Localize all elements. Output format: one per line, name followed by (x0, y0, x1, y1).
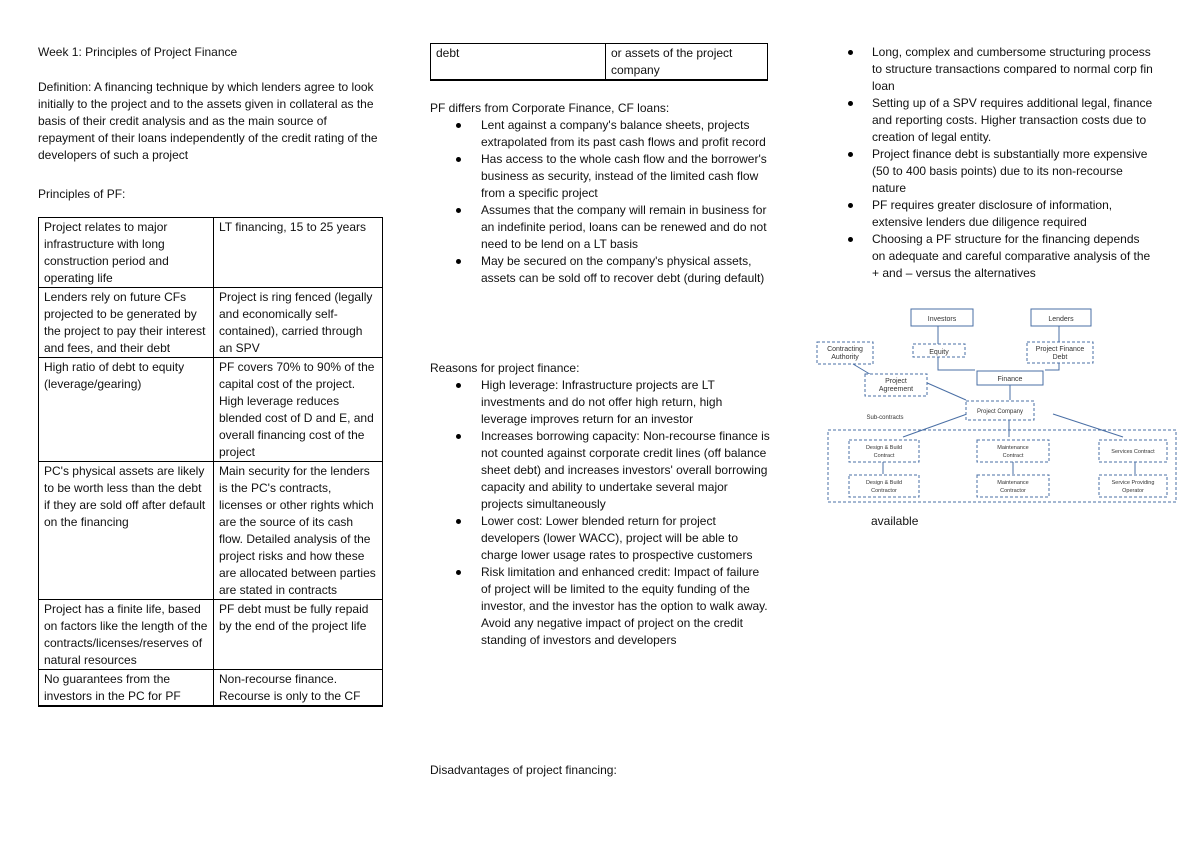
list-item: Assumes that the company will remain in business for an indefinite period, loans can be renewed and do not need to be lend on a LT basis (430, 202, 770, 253)
list-item: Setting up of a SPV requires additional legal, finance and reporting costs. Higher transaction costs due to creation of legal entity. (843, 95, 1153, 146)
table-cell: No guarantees from the investors in the PC for PF (39, 670, 214, 707)
table-cell: PF debt must be fully repaid by the end of the project life (214, 600, 383, 670)
connector-line (925, 382, 966, 400)
design-build-contractor-label: Contractor (871, 488, 897, 494)
disadvantages-list (843, 44, 1153, 282)
list-item: PF requires greater disclosure of information, extensive lenders due diligence required (843, 197, 1153, 231)
list-item: Lower cost: Lower blended return for project developers (lower WACC), project will be able to charge lower usage rates to prospective customers (430, 513, 770, 564)
table-row (39, 288, 383, 358)
contracting-authority-label: Authority (831, 354, 859, 361)
pf-debt-label: Debt (1052, 354, 1068, 361)
table-cell: High ratio of debt to equity (leverage/gearing) (39, 358, 214, 462)
list-item: Increases borrowing capacity: Non-recourse finance is not counted against corporate credit lines (off balance sheet debt) and increases investors' overall borrowing capacity and ability to undertake several major projects simultaneously (430, 428, 770, 513)
table-row (39, 218, 383, 288)
table-cell: LT financing, 15 to 25 years (214, 218, 383, 288)
list-item: Project finance debt is substantially more expensive (50 to 400 basis points) due to its non-recourse nature (843, 146, 1153, 197)
project-agreement-label: Project (885, 378, 907, 385)
table-cell: Project relates to major infrastructure with long construction period and operating life (39, 218, 214, 288)
project-agreement-label: Agreement (878, 386, 914, 393)
principles-table (38, 217, 383, 707)
table-cell: or assets of the project company (606, 44, 768, 81)
services-contract-label: Services Contract (1111, 449, 1155, 455)
reasons-heading: Reasons for project finance: (430, 361, 580, 375)
list-item: Long, complex and cumbersome structuring process to structure transactions compared to normal corp fin loan (843, 44, 1153, 95)
contracting-authority-label: Contracting (827, 346, 863, 353)
cf-list (430, 117, 770, 287)
sub-contracts-label: Sub-contracts (866, 415, 904, 421)
list-item: Has access to the whole cash flow and the borrower's business as security, instead of the limited cash flow from a specific project (430, 151, 770, 202)
reasons-list (430, 377, 770, 649)
finance-label: Finance (997, 376, 1023, 383)
investors-label: Investors (927, 316, 957, 323)
equity-label: Equity (929, 349, 949, 356)
table-cell: Lenders rely on future CFs projected to be generated by the project to pay their interest and fees, and their debt (39, 288, 214, 358)
connector-line (1053, 414, 1123, 437)
connector-line (903, 414, 967, 437)
list-item: May be secured on the company's physical assets, assets can be sold off to recover debt (during default) (430, 253, 770, 287)
table-cell: PF covers 70% to 90% of the capital cost of the project. High leverage reduces blended cost of D and E, and overall financing cost of the project (214, 358, 383, 462)
table-row (39, 358, 383, 462)
design-build-contract-label: Contract (873, 453, 895, 459)
table-row (39, 462, 383, 600)
service-provider-label: Service Providing (1111, 480, 1155, 486)
table-cell: Non-recourse finance. Recourse is only to the CF (214, 670, 383, 707)
table-row (39, 600, 383, 670)
maintenance-contractor-label: Maintenance (997, 480, 1029, 486)
table-cell: Project is ring fenced (legally and economically self-contained), carried through an SPV (214, 288, 383, 358)
cf-heading: PF differs from Corporate Finance, CF loans: (430, 101, 670, 115)
design-build-contract-label: Design & Build (865, 445, 903, 451)
principles-table-continued (430, 43, 768, 81)
table-cell: debt (431, 44, 606, 81)
service-provider-label: Operator (1122, 488, 1144, 494)
list-item: High leverage: Infrastructure projects are LT investments and do not offer high return, high leverage improves return for an investor (430, 377, 770, 428)
table-cell: Main security for the lenders is the PC's contracts, licenses or other rights which are the source of its cash flow. Detailed analysis of the project risks and how these are allocated between parties are stated in contracts (214, 462, 383, 600)
page-title: Week 1: Principles of Project Finance (38, 45, 238, 59)
table-row (431, 44, 768, 81)
project-finance-structure-diagram (803, 294, 1183, 506)
list-item: Risk limitation and enhanced credit: Impact of failure of project will be limited to the equity funding of the investor, and the investor has the option to walk away. Avoid any negative impact of project on the credit standing of investors and developers (430, 564, 770, 649)
table-cell: Project has a finite life, based on factors like the length of the contracts/licenses/reserves of natural resources (39, 600, 214, 670)
table-row (39, 670, 383, 707)
list-item: Lent against a company's balance sheets, projects extrapolated from its past cash flows and profit record (430, 117, 770, 151)
project-company-label: Project Company (976, 409, 1024, 415)
principles-heading: Principles of PF: (38, 187, 126, 201)
connector-line (1045, 363, 1059, 370)
pf-debt-label: Project Finance (1035, 346, 1085, 353)
maintenance-contract-label: Maintenance (997, 445, 1029, 451)
maintenance-contract-label: Contract (1002, 453, 1024, 459)
design-build-contractor-label: Design & Build (865, 480, 903, 486)
disadvantages-heading: Disadvantages of project financing: (430, 763, 617, 777)
trailing-text: available (871, 514, 919, 528)
table-cell: PC's physical assets are likely to be worth less than the debt if they are sold off after default on the financing (39, 462, 214, 600)
connector-line (938, 357, 975, 370)
definition-paragraph: Definition: A financing technique by which lenders agree to look initially to the project and to the assets given in collateral as the basis of their credit analysis and as the main source of repayment of their loans independently of the credit rating of the developers of such a project (38, 80, 378, 162)
list-item: Choosing a PF structure for the financing depends on adequate and careful comparative analysis of the + and – versus the alternatives (843, 231, 1153, 282)
lenders-label: Lenders (1048, 316, 1074, 323)
maintenance-contractor-label: Contractor (1000, 488, 1026, 494)
